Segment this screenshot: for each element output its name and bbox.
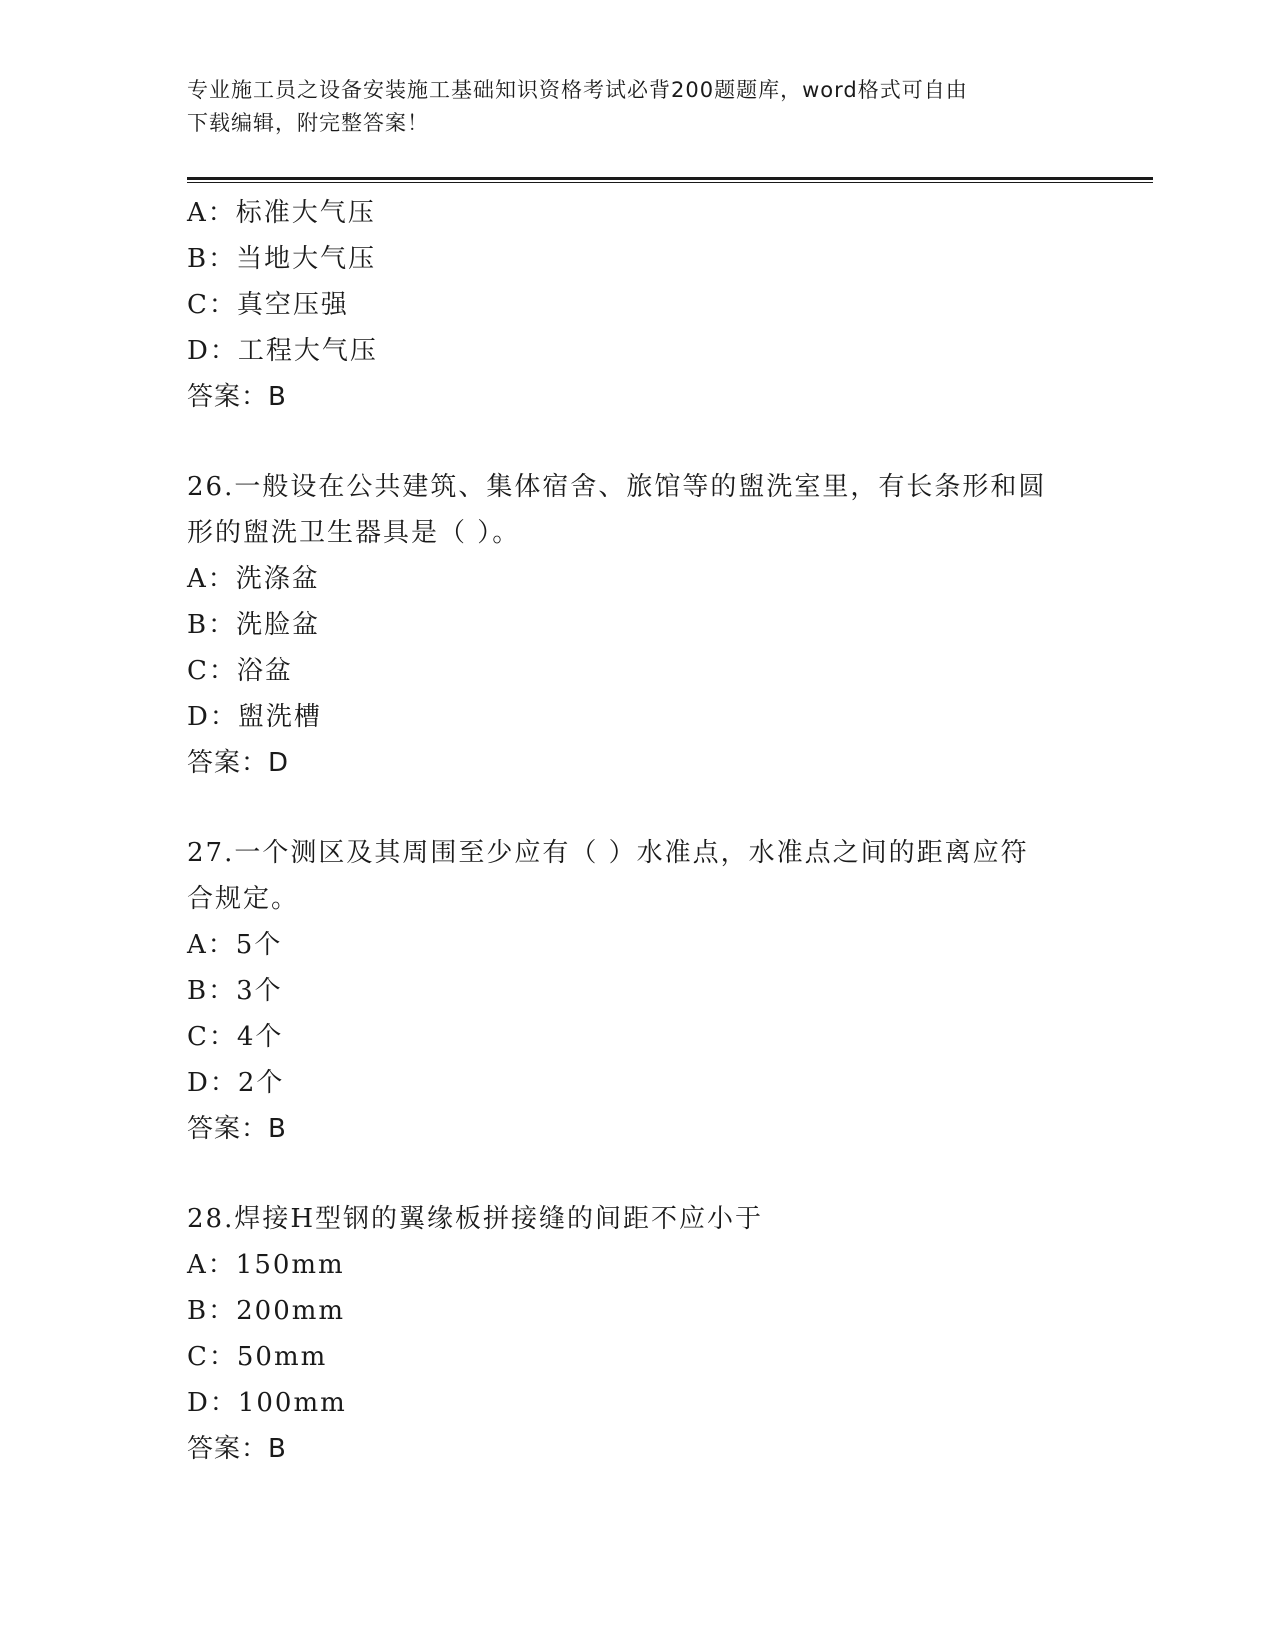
- option-c: C：4个: [187, 1022, 284, 1052]
- question-28: [187, 1196, 1087, 1472]
- document-header: [187, 74, 1087, 140]
- header-divider-thin: [187, 182, 1153, 183]
- option-d: D：盥洗槽: [187, 702, 322, 732]
- option-d: D：2个: [187, 1068, 285, 1098]
- question-list: [187, 190, 1087, 1472]
- question-text-line-1: 27.一个测区及其周围至少应有（ ）水准点，水准点之间的距离应符: [187, 838, 1029, 868]
- question-27: [187, 830, 1087, 1152]
- question-text-line-2: 合规定。: [187, 884, 300, 914]
- option-a: A：5个: [187, 930, 283, 960]
- answer: 答案：B: [187, 1434, 287, 1464]
- header-line-2: 下载编辑，附完整答案！: [187, 111, 429, 135]
- answer: 答案：B: [187, 1114, 287, 1144]
- option-d: D：100mm: [187, 1388, 347, 1418]
- option-b: B：200mm: [187, 1296, 346, 1326]
- header-line-1: 专业施工员之设备安装施工基础知识资格考试必背200题题库，word格式可自由: [187, 78, 968, 102]
- option-d: D：工程大气压: [187, 336, 378, 366]
- answer: 答案：D: [187, 748, 290, 778]
- header-divider-thick: [187, 177, 1153, 180]
- option-c: C：50mm: [187, 1342, 328, 1372]
- question-text-line-1: 26.一般设在公共建筑、集体宿舍、旅馆等的盥洗室里，有长条形和圆: [187, 472, 1047, 502]
- question-text-line-1: 28.焊接H型钢的翼缘板拼接缝的间距不应小于: [187, 1204, 764, 1234]
- option-b: B：洗脸盆: [187, 610, 321, 640]
- option-a: A：标准大气压: [187, 198, 376, 228]
- option-c: C：浴盆: [187, 656, 293, 686]
- option-a: A：洗涤盆: [187, 564, 320, 594]
- question-text-line-2: 形的盥洗卫生器具是（ ）。: [187, 518, 521, 548]
- question-26: [187, 464, 1087, 786]
- option-b: B：3个: [187, 976, 283, 1006]
- option-a: A：150mm: [187, 1250, 345, 1280]
- question-25-continued: [187, 190, 1087, 420]
- option-c: C：真空压强: [187, 290, 349, 320]
- option-b: B：当地大气压: [187, 244, 377, 274]
- answer: 答案：B: [187, 382, 287, 412]
